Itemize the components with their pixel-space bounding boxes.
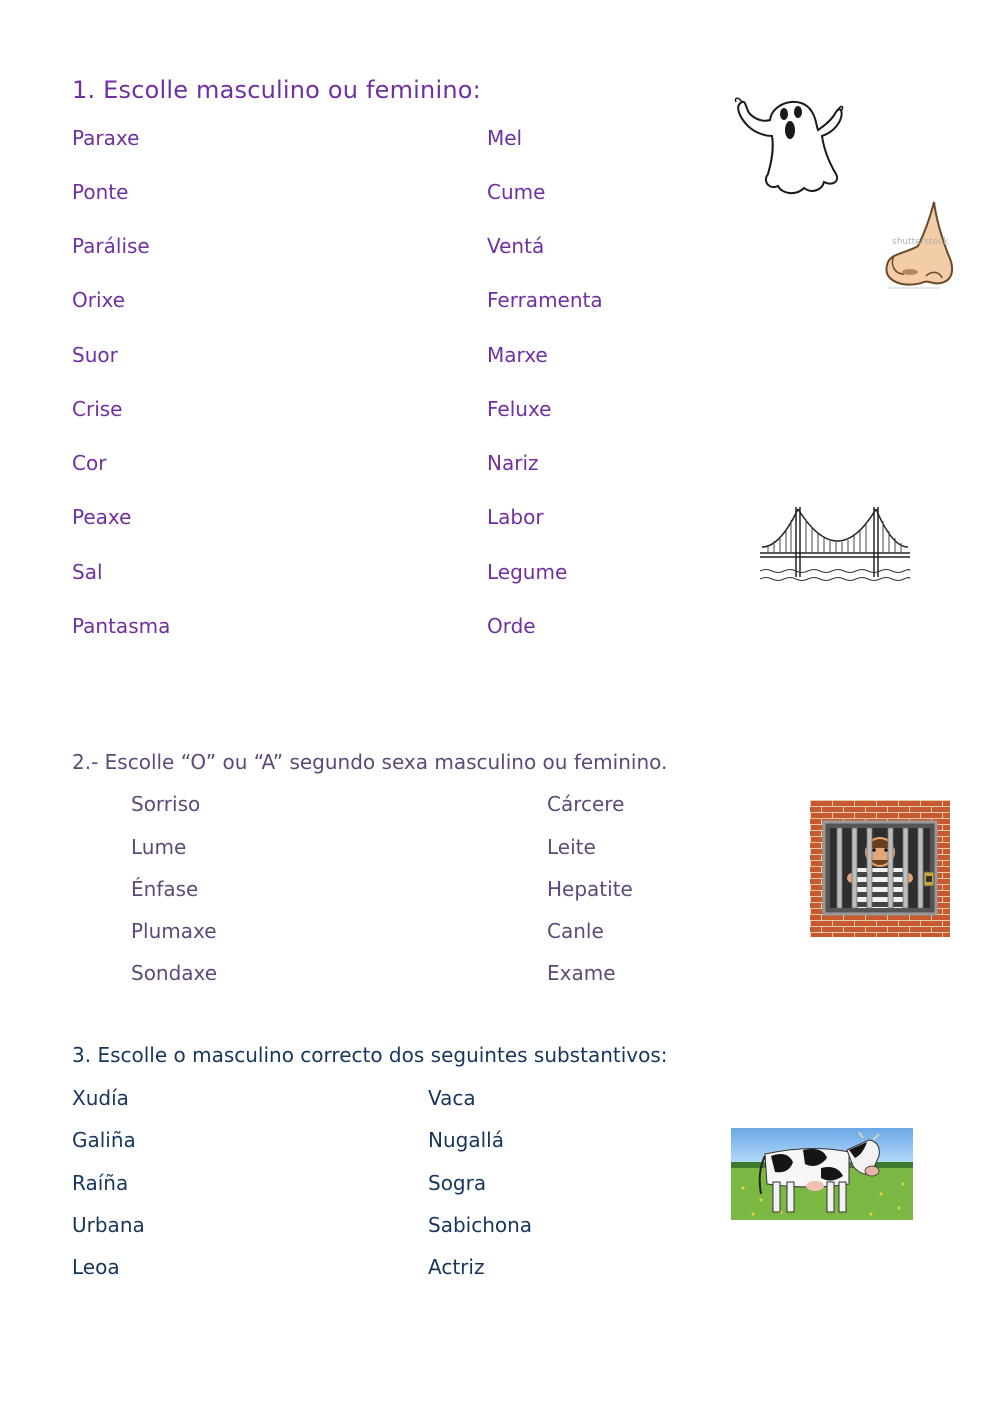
section1-title: 1. Escolle masculino ou feminino: (72, 76, 481, 104)
s1-word-9[interactable]: Sal (72, 560, 103, 584)
s3-word-3[interactable]: Raíña (72, 1171, 129, 1195)
s1-word-18[interactable]: Labor (487, 505, 544, 529)
s1-word-20[interactable]: Orde (487, 614, 536, 638)
s1-word-8[interactable]: Peaxe (72, 505, 132, 529)
s3-word-5[interactable]: Leoa (72, 1255, 120, 1279)
nose-watermark: shutterstock (892, 237, 949, 247)
s2-word-1[interactable]: Sorriso (131, 792, 201, 816)
s1-word-14[interactable]: Ferramenta (487, 288, 603, 312)
s2-word-6[interactable]: Cárcere (547, 792, 625, 816)
s3-word-10[interactable]: Actriz (428, 1255, 485, 1279)
s2-word-2[interactable]: Lume (131, 835, 187, 859)
s1-word-13[interactable]: Ventá (487, 234, 545, 258)
s1-word-4[interactable]: Orixe (72, 288, 126, 312)
s1-word-11[interactable]: Mel (487, 126, 523, 150)
s1-word-16[interactable]: Feluxe (487, 397, 552, 421)
s1-word-15[interactable]: Marxe (487, 343, 548, 367)
s2-word-7[interactable]: Leite (547, 835, 596, 859)
s1-word-17[interactable]: Nariz (487, 451, 539, 475)
s1-word-6[interactable]: Crise (72, 397, 123, 421)
s3-word-6[interactable]: Vaca (428, 1086, 476, 1110)
s2-word-5[interactable]: Sondaxe (131, 961, 218, 985)
s2-word-10[interactable]: Exame (547, 961, 616, 985)
s3-word-9[interactable]: Sabichona (428, 1213, 533, 1237)
s3-word-8[interactable]: Sogra (428, 1171, 487, 1195)
s3-word-4[interactable]: Urbana (72, 1213, 145, 1237)
s3-word-7[interactable]: Nugallá (428, 1128, 504, 1152)
section3-title: 3. Escolle o masculino correcto dos seguintes substantivos: (72, 1043, 668, 1067)
s2-word-9[interactable]: Canle (547, 919, 604, 943)
nose-icon (884, 198, 956, 290)
s1-word-10[interactable]: Pantasma (72, 614, 171, 638)
s1-word-2[interactable]: Ponte (72, 180, 129, 204)
section2-title: 2.- Escolle “O” ou “A” segundo sexa masculino ou feminino. (72, 750, 668, 774)
s3-word-1[interactable]: Xudía (72, 1086, 129, 1110)
bridge-icon (760, 503, 910, 587)
s2-word-4[interactable]: Plumaxe (131, 919, 217, 943)
ghost-icon (732, 90, 844, 200)
s2-word-3[interactable]: Énfase (131, 877, 199, 901)
cow-icon (731, 1128, 913, 1220)
s1-word-1[interactable]: Paraxe (72, 126, 140, 150)
s3-word-2[interactable]: Galiña (72, 1128, 136, 1152)
s1-word-19[interactable]: Legume (487, 560, 568, 584)
s2-word-8[interactable]: Hepatite (547, 877, 633, 901)
s1-word-12[interactable]: Cume (487, 180, 546, 204)
prisoner-icon (810, 800, 950, 937)
s1-word-5[interactable]: Suor (72, 343, 118, 367)
s1-word-3[interactable]: Parálise (72, 234, 150, 258)
s1-word-7[interactable]: Cor (72, 451, 107, 475)
